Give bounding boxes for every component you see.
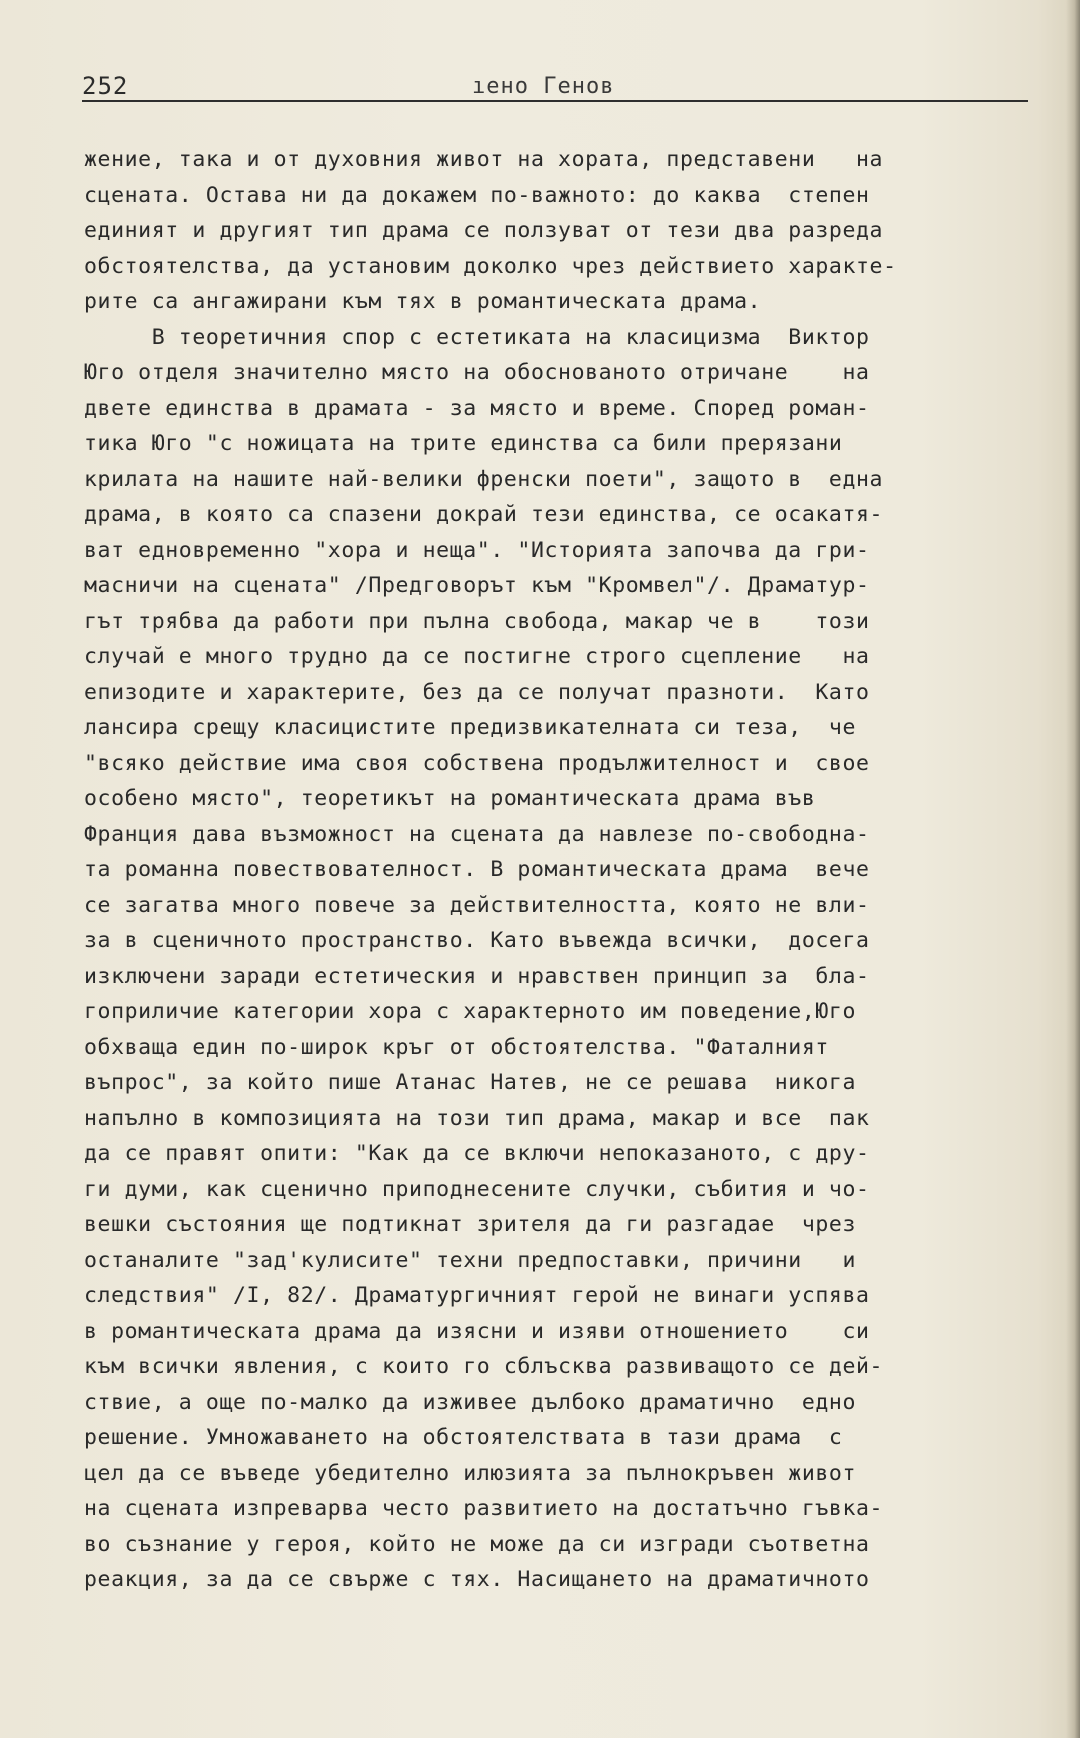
text-line: крилата на нашите най-велики френски поети", защото в една [84, 466, 884, 492]
text-line: драма, в която са спазени докрай тези единства, се осакатя- [84, 502, 884, 527]
text-line: за в сценичното пространство. Като въвежда всички, досега [84, 928, 870, 953]
text-line: лансира срещу класицистите предизвикателната си теза, че [84, 715, 857, 740]
page-number: 252 [82, 72, 129, 100]
text-line: Юго отделя значително място на обоснованото отричане на [84, 360, 870, 385]
page-edge-shadow [1066, 0, 1080, 1738]
header-rule [82, 100, 1028, 102]
text-line: решение. Умножаването на обстоятелствата в тази драма с [84, 1425, 843, 1450]
text-line: ствие, а още по-малко да изживее дълбоко драматично едно [84, 1389, 857, 1415]
text-line: ват едновременно "хора и неща". "Историята започва да гри- [84, 537, 870, 563]
text-line: напълно в композицията на този тип драма, макар и все пак [84, 1105, 870, 1131]
running-head: ıено Генов [472, 74, 615, 99]
text-line: обстоятелства, да установим доколко чрез действието характе- [84, 253, 897, 279]
text-line: епизодите и характерите, без да се получат празноти. Като [84, 679, 870, 705]
text-line: към всички явления, с които го сблъсква развиващото се дей- [84, 1354, 884, 1379]
text-line: се загатва много повече за действителността, която не вли- [84, 892, 870, 918]
text-line: реакция, за да се свърже с тях. Насищането на драматичното [84, 1567, 870, 1592]
text-line: в романтическата драма да изясни и изяви отношението си [84, 1318, 870, 1344]
text-line: следствия" /I, 82/. Драматургичният герой не винаги успява [84, 1283, 870, 1308]
text-line: гоприличие категории хора с характерното им поведение,Юго [84, 999, 857, 1024]
text-line: случай е много трудно да се постигне строго сцепление на [84, 644, 870, 669]
text-line: сцената. Остава ни да докажем по-важното: до каква степен [84, 182, 870, 208]
text-line: гът трябва да работи при пълна свобода, макар че в този [84, 608, 870, 634]
text-line: ги думи, как сценично приподнесените случки, събития и чо- [84, 1176, 870, 1202]
text-line: въпрос", за който пише Атанас Натев, не се решава никога [84, 1070, 857, 1095]
text-line: цел да се въведе убедително илюзията за пълнокръвен живот [84, 1460, 857, 1486]
text-line: вешки състояния ще подтикнат зрителя да ги разгадае чрез [84, 1212, 857, 1237]
text-line: та романна повествователност. В романтическата драма вече [84, 857, 870, 882]
text-line: масничи на сцената" /Предговорът към "Кромвел"/. Драматур- [84, 573, 870, 598]
text-line: во съзнание у героя, който не може да си изгради съответна [84, 1531, 870, 1557]
text-line: Франция дава възможност на сцената да навлезе по-свободна- [84, 821, 870, 847]
text-line: да се правят опити: "Как да се включи непоказаното, с дру- [84, 1141, 870, 1166]
text-line: двете единства в драмата - за място и време. Според роман- [84, 395, 870, 421]
body-text [84, 142, 1048, 1598]
text-line: останалите "зад'кулисите" техни предпоставки, причини и [84, 1247, 857, 1273]
text-line: тика Юго "с ножицата на трите единства са били прерязани [84, 431, 843, 456]
text-line: жение, така и от духовния живот на хората, представени на [84, 147, 884, 172]
text-line: рите са ангажирани към тях в романтическата драма. [84, 289, 762, 314]
text-line: единият и другият тип драма се ползуват от тези два разреда [84, 218, 884, 243]
text-line: особено място", теоретикът на романтическата драма във [84, 786, 816, 811]
text-line: В теоретичния спор с естетиката на класицизма Виктор [84, 324, 870, 350]
page-header [82, 62, 1028, 102]
text-line: на сцената изпреварва често развитието на достатъчно гъвка- [84, 1496, 884, 1521]
text-line: изключени заради естетическия и нравствен принцип за бла- [84, 963, 870, 989]
text-line: обхваща един по-широк кръг от обстоятелства. "Фаталният [84, 1034, 829, 1060]
text-line: "всяко действие има своя собствена продължителност и свое [84, 750, 870, 776]
